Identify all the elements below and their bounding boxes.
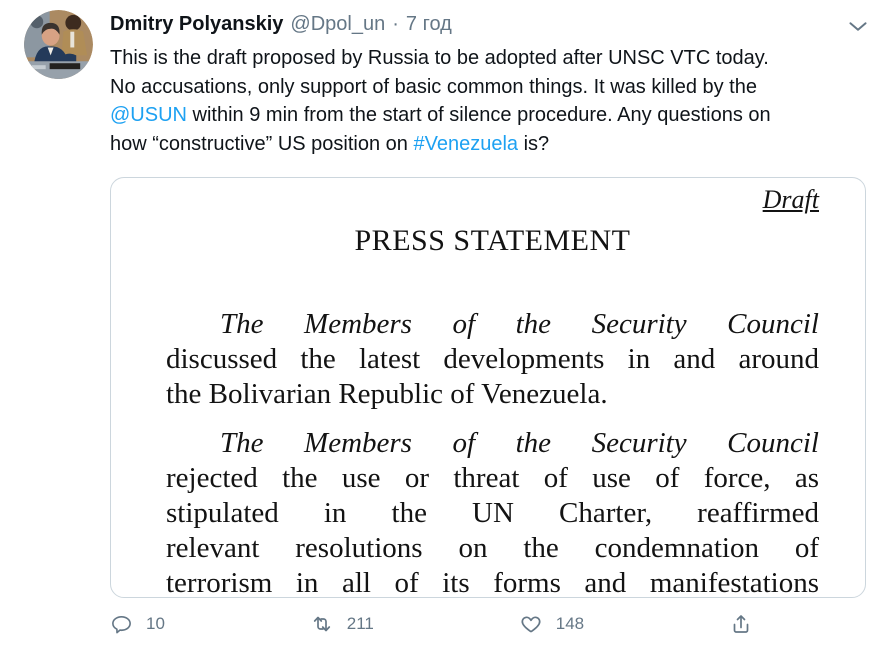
tweet-header [110,12,867,37]
attached-document-image[interactable] [110,177,866,598]
reply-button[interactable] [110,613,165,636]
doc-line: relevant resolutions on the condemnation of [166,532,819,564]
retweet-count: 211 [346,614,374,633]
display-name[interactable]: Dmitry Polyanskiy [110,13,284,35]
hashtag-link[interactable]: #Venezuela [413,132,519,155]
reply-icon [110,613,133,636]
doc-paragraph [166,307,819,412]
tweet-text-line [110,101,867,130]
doc-line: The Members of the Security Council [220,308,819,340]
like-button[interactable] [519,612,584,636]
tweet-text-segment: within 9 min from the start of silence procedure. Any questions on [186,104,771,126]
tweet-text-segment: is? [518,132,550,155]
tweet-text-line [110,130,867,159]
doc-line: discussed the latest developments in and around [166,343,819,375]
retweet-icon [310,612,334,636]
doc-line: The Members of the Security Council [220,427,819,459]
reply-count: 10 [146,614,165,633]
tweet-text-segment: No accusations, only support of basic common things. It was killed by the [110,75,757,98]
tweet-text [110,44,867,158]
tweet-text-segment: This is the draft proposed by Russia to be adopted after UNSC VTC today. [110,47,769,69]
doc-line: terrorism in all of its forms and manifestations [166,567,819,598]
doc-draft-label: Draft [762,185,819,214]
doc-paragraph [166,426,819,598]
tweet-actions [110,612,753,636]
doc-line: rejected the use or threat of use of force, as [166,462,819,494]
doc-line: stipulated in the UN Charter, reaffirmed [166,497,819,529]
doc-title: PRESS STATEMENT [354,224,631,257]
avatar-photo [24,10,93,79]
doc-line: the Bolivarian Republic of Venezuela. [166,378,608,410]
tweet-text-segment: how “constructive” US position on [110,132,414,155]
share-icon [729,612,753,636]
retweet-button[interactable] [310,612,374,636]
timestamp[interactable]: 7 год [405,13,452,35]
heart-icon [519,612,543,636]
user-handle[interactable]: @Dpol_un [290,13,386,35]
like-count: 148 [555,614,585,633]
avatar[interactable] [24,10,93,79]
separator-dot: · [392,13,399,35]
share-button[interactable] [729,612,753,636]
mention-link[interactable]: @USUN [110,104,187,126]
tweet-text-line [110,73,867,102]
tweet-text-line [110,44,867,73]
